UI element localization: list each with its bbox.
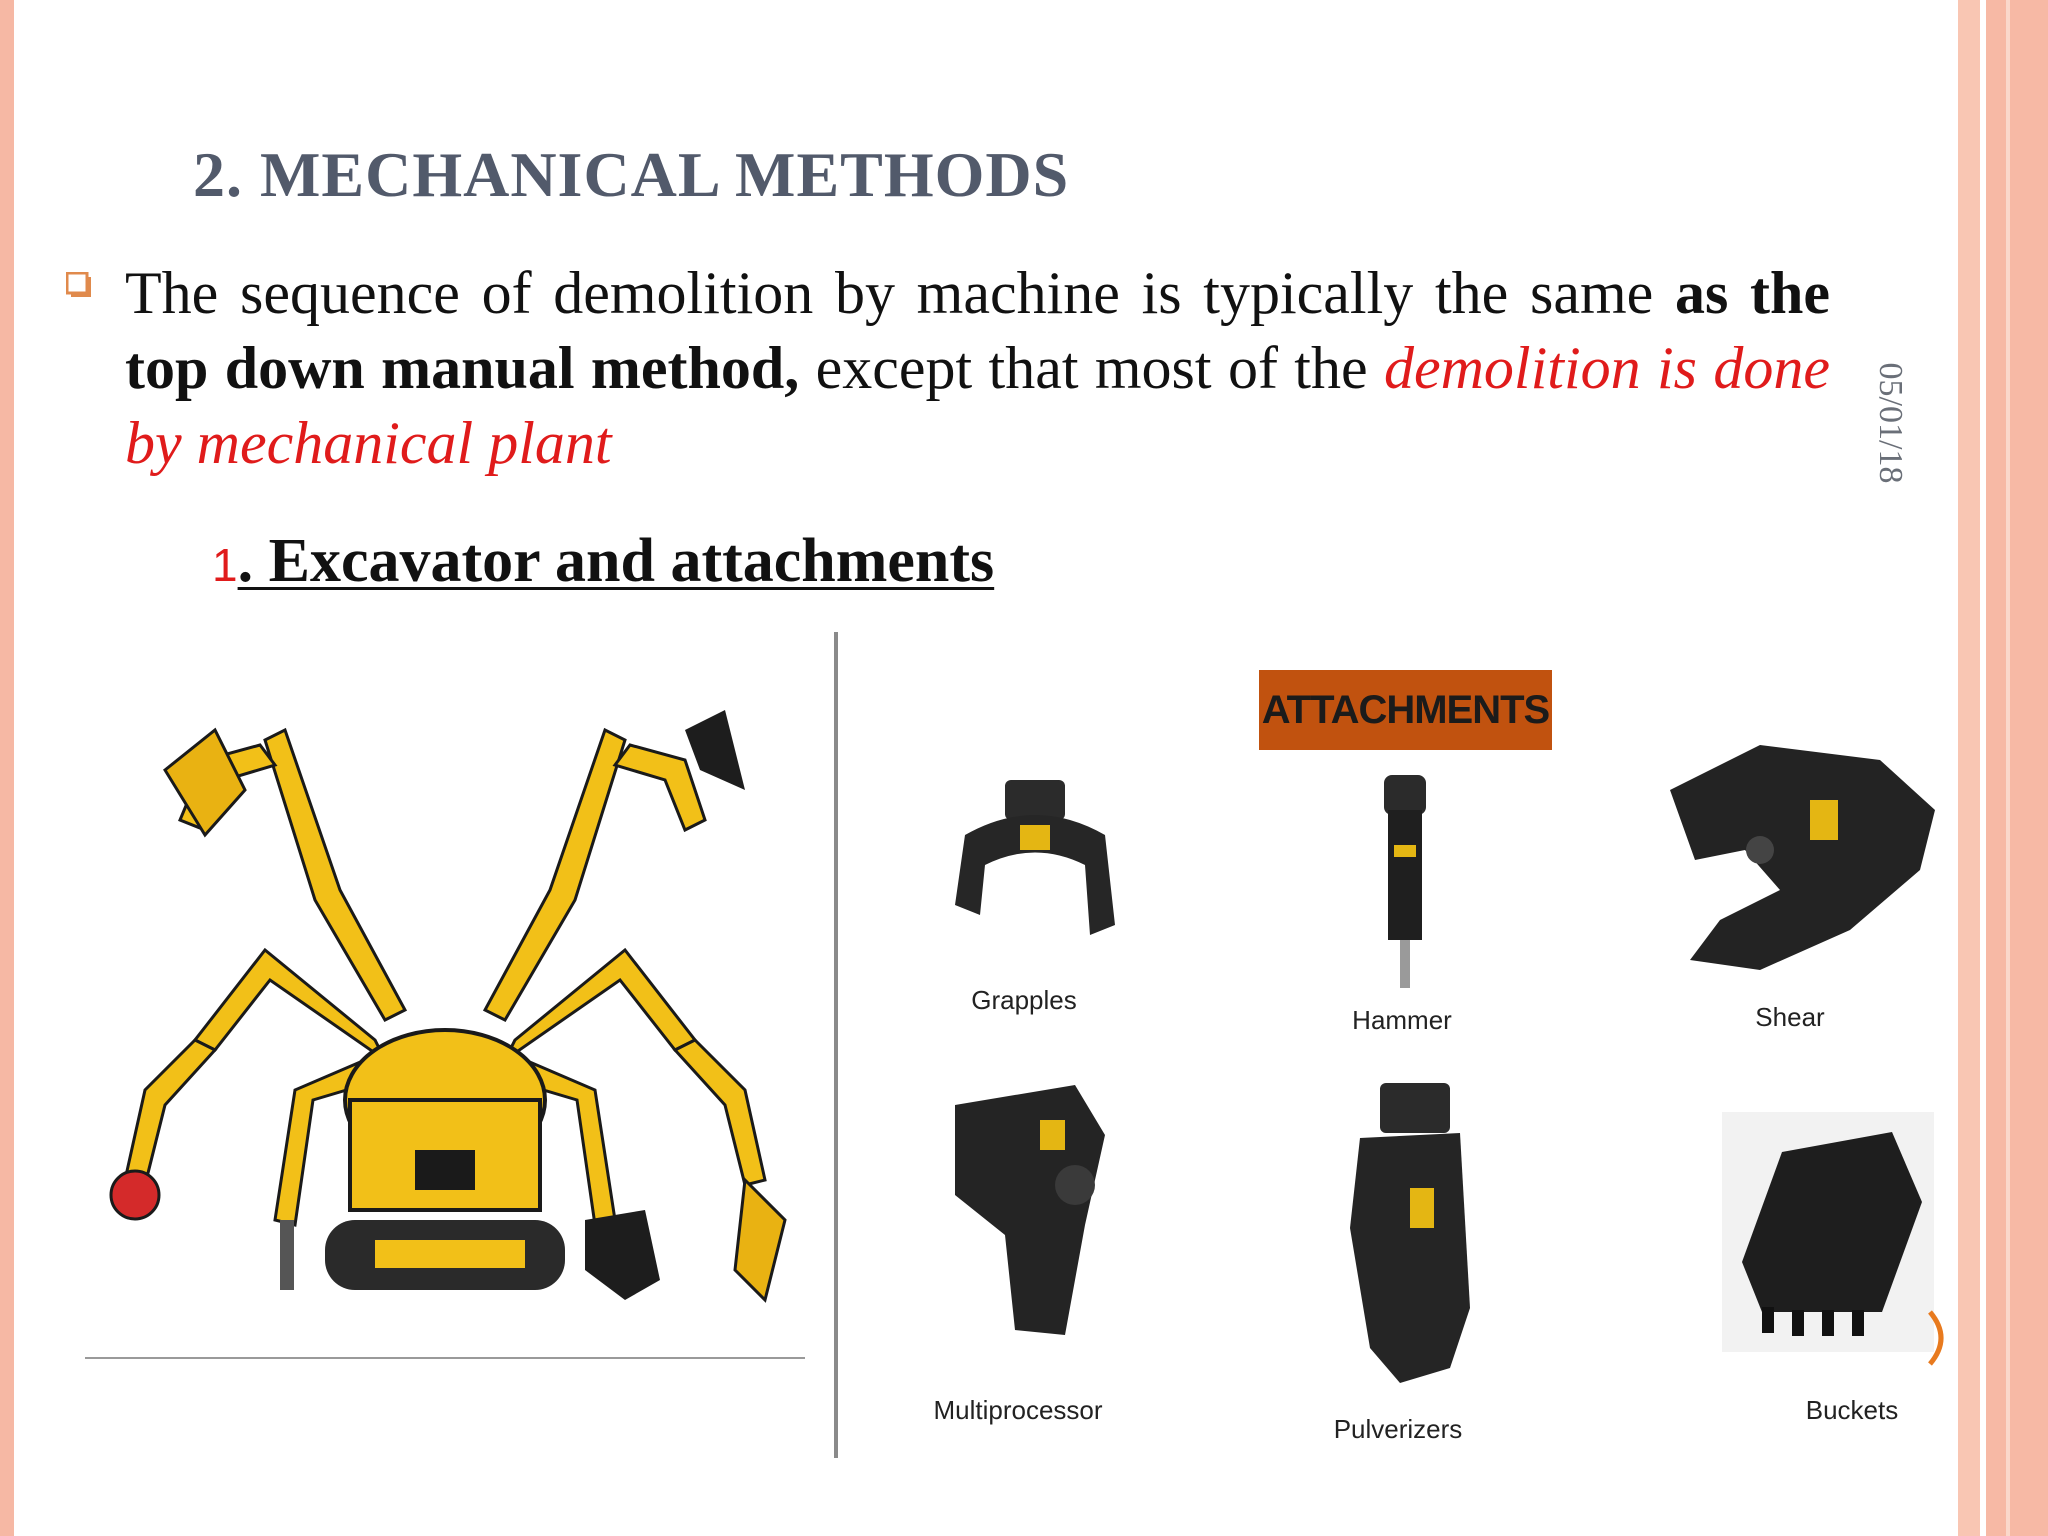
multiprocessor-image xyxy=(935,1075,1115,1345)
hammer-label: Hammer xyxy=(1352,1005,1452,1035)
para-text-1: The sequence of demolition by machine is typically the same xyxy=(125,260,1675,326)
image-divider xyxy=(834,632,838,1458)
left-decorative-border xyxy=(0,0,14,1536)
slide-title: 2. MECHANICAL METHODS xyxy=(193,139,1070,210)
pulverizers-label: Pulverizers xyxy=(1333,1414,1463,1444)
demolition-robot-image xyxy=(85,620,805,1360)
right-decorative-stripe xyxy=(2006,0,2010,1536)
body-paragraph xyxy=(125,256,1830,481)
subheading-number: 1 xyxy=(212,539,238,591)
hammer-image xyxy=(1370,770,1440,990)
attachments-banner: ATTACHMENTS xyxy=(1259,670,1552,750)
right-decorative-border xyxy=(1958,0,1980,1536)
para-text-2: except that most of the xyxy=(799,335,1384,401)
para-bold-text: as the top down manual method, xyxy=(125,260,1830,401)
right-decorative-band xyxy=(1986,0,2048,1536)
image-baseline xyxy=(85,1357,805,1359)
grapples-label: Grapples xyxy=(971,985,1077,1015)
subheading-text: . Excavator and attachments xyxy=(237,527,995,595)
checkbox-bullet-icon xyxy=(66,272,92,298)
decorative-arc xyxy=(1926,1310,1950,1366)
buckets-label: Buckets xyxy=(1805,1395,1899,1425)
grapple-image xyxy=(945,775,1125,950)
slide-date: 05/01/18 xyxy=(1872,362,1909,484)
pulverizer-image xyxy=(1340,1078,1480,1388)
subheading xyxy=(212,526,994,597)
multiprocessor-label: Multiprocessor xyxy=(933,1395,1103,1425)
shear-image xyxy=(1650,730,1940,980)
para-highlight-text: demolition is done by mechanical plant xyxy=(125,335,1830,476)
shear-label: Shear xyxy=(1755,1002,1825,1032)
bucket-image xyxy=(1722,1112,1934,1352)
